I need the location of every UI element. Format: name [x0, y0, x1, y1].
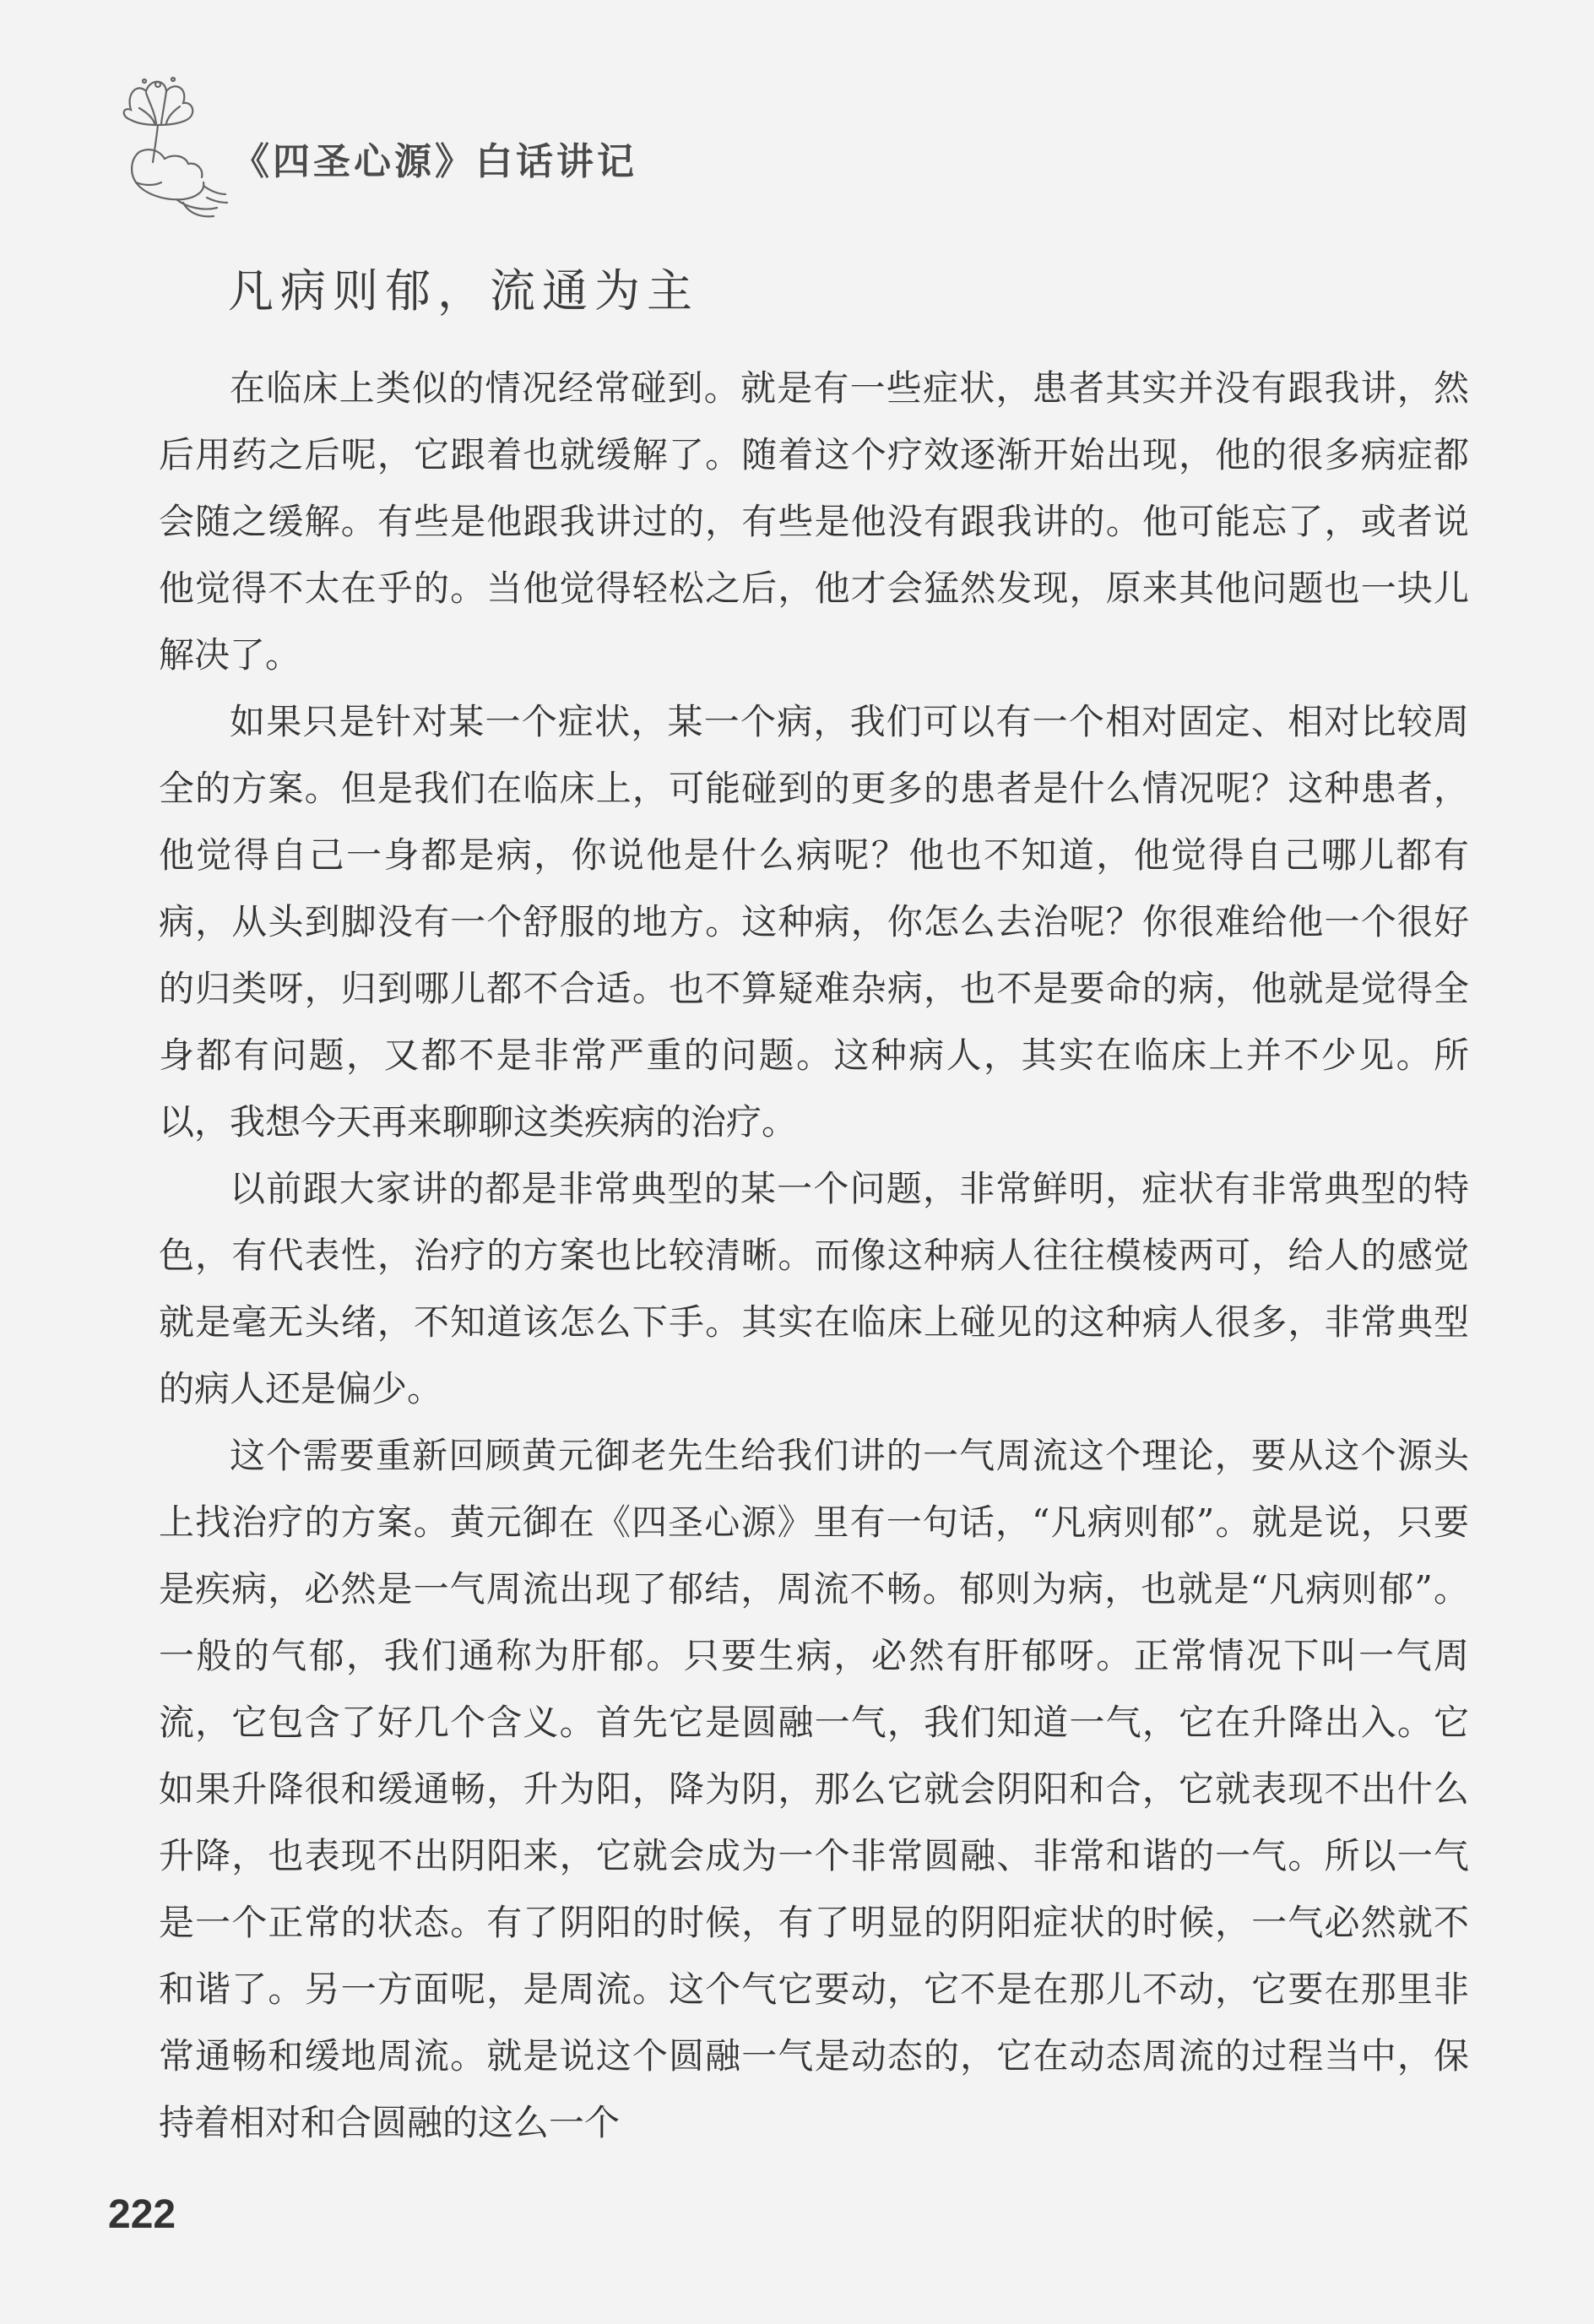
paragraph: 这个需要重新回顾黄元御老先生给我们讲的一气周流这个理论，要从这个源头上找治疗的方案。黄元御在《四圣心源》里有一句话，“凡病则郁”。就是说，只要是疾病，必然是一气周流出现了郁结，周流不畅。郁则为病，也就是“凡病则郁”。一般的气郁，我们通称为肝郁。只要生病，必然有肝郁呀。正常情况下叫一气周流，它包含了好几个含义。首先它是圆融一气，我们知道一气，它在升降出入。它如果升降很和缓通畅，升为阳，降为阴，那么它就会阴阳和合，它就表现不出什么升降，也表现不出阴阳来，它就会成为一个非常圆融、非常和谐的一气。所以一气是一个正常的状态。有了阴阳的时候，有了明显的阴阳症状的时候，一气必然就不和谐了。另一方面呢，是周流。这个气它要动，它不是在那儿不动，它要在那里非常通畅和缓地周流。就是说这个圆融一气是动态的，它在动态周流的过程当中，保持着相对和合圆融的这么一个 [159, 1435, 1469, 2143]
page-number: 222 [108, 2192, 176, 2237]
paragraph: 以前跟大家讲的都是非常典型的某一个问题，非常鲜明，症状有非常典型的特色，有代表性，治疗的方案也比较清晰。而像这种病人往往模棱两可，给人的感觉就是毫无头绪，不知道该怎么下手。其实在临床上碰见的这种病人很多，非常典型的病人还是偏少。 [159, 1168, 1469, 1409]
paragraph: 如果只是针对某一个症状，某一个病，我们可以有一个相对固定、相对比较周全的方案。但是我们在临床上，可能碰到的更多的患者是什么情况呢？这种患者，他觉得自己一身都是病，你说他是什么病呢？他也不知道，他觉得自己哪儿都有病，从头到脚没有一个舒服的地方。这种病，你怎么去治呢？你很难给他一个很好的归类呀，归到哪儿都不合适。也不算疑难杂病，也不是要命的病，他就是觉得全身都有问题，又都不是非常严重的问题。这种病人，其实在临床上并不少见。所以，我想今天再来聊聊这类疾病的治疗。 [159, 701, 1469, 1143]
paragraph: 在临床上类似的情况经常碰到。就是有一些症状，患者其实并没有跟我讲，然后用药之后呢，它跟着也就缓解了。随着这个疗效逐渐开始出现，他的很多病症都会随之缓解。有些是他跟我讲过的，有些是他没有跟我讲的。他可能忘了，或者说他觉得不太在乎的。当他觉得轻松之后，他才会猛然发现，原来其他问题也一块儿解决了。 [159, 367, 1469, 676]
section-title: 凡病则郁，流通为主 [228, 264, 699, 318]
lotus-hand-icon [106, 59, 232, 220]
running-header [106, 59, 865, 228]
running-header-title: 《四圣心源》白话讲记 [232, 140, 637, 183]
body-text [159, 355, 1469, 2156]
